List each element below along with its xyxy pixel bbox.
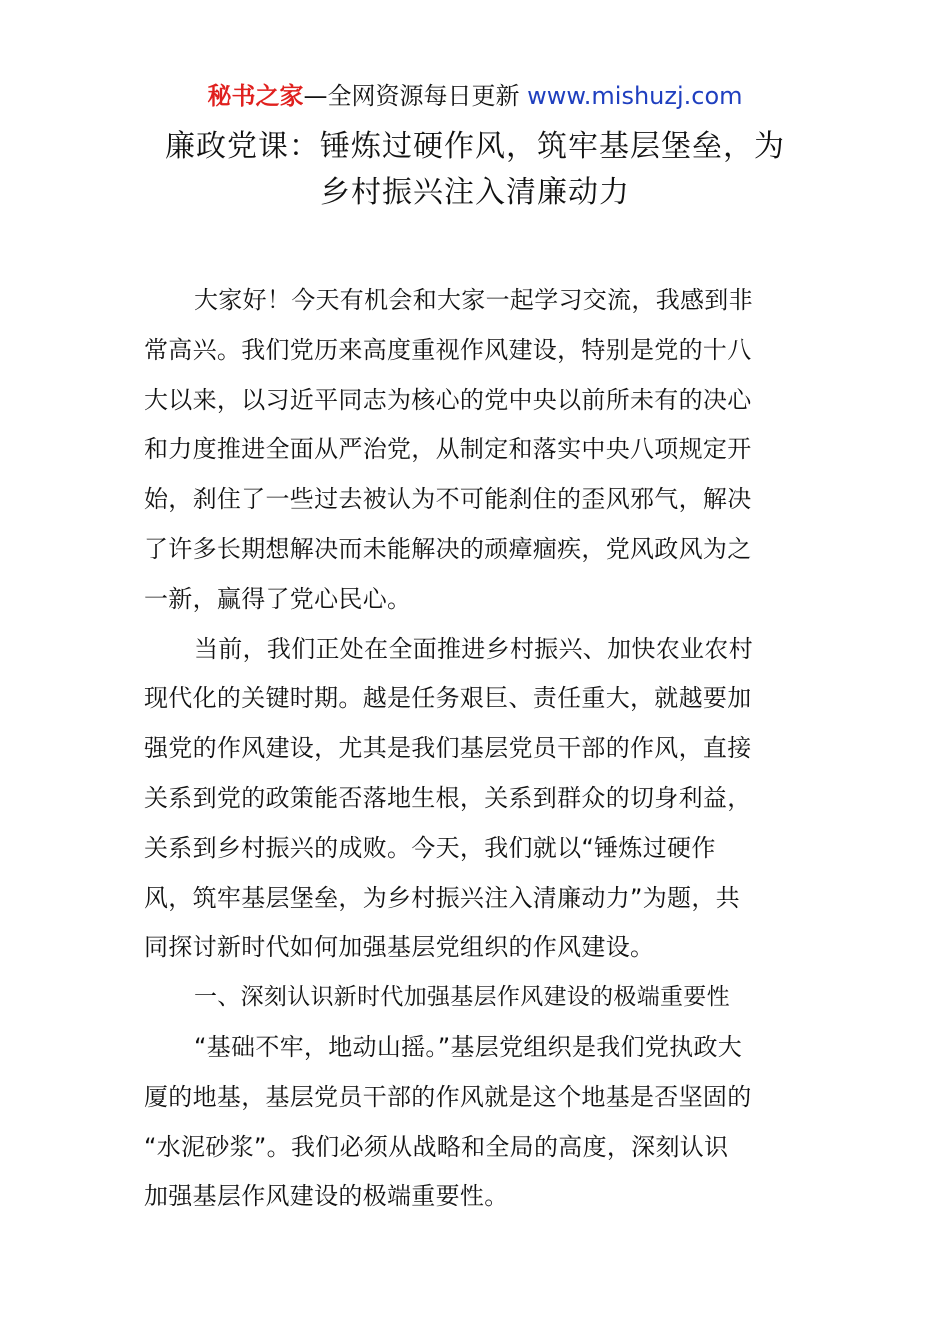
paragraph-line: 常高兴。我们党历来高度重视作风建设，特别是党的十八 (144, 335, 752, 364)
paragraph-line: 厦的地基，基层党员干部的作风就是这个地基是否坚固的 (144, 1082, 752, 1111)
site-header (0, 80, 950, 112)
paragraph-line: “基础不牢，地动山摇。”基层党组织是我们党执政大 (194, 1032, 743, 1061)
paragraph-line: 强党的作风建设，尤其是我们基层党员干部的作风，直接 (144, 734, 752, 763)
paragraph-line: 当前，我们正处在全面推进乡村振兴、加快农业农村 (194, 634, 753, 663)
paragraph-line: 关系到乡村振兴的成败。今天，我们就以“锤炼过硬作 (144, 833, 716, 862)
section-heading: 一、深刻认识新时代加强基层作风建设的极端重要性 (194, 984, 730, 1011)
paragraph-line: 大家好！今天有机会和大家一起学习交流，我感到非 (194, 286, 753, 314)
paragraph-line: 和力度推进全面从严治党，从制定和落实中央八项规定开 (144, 435, 752, 464)
paragraph-line: 一新，赢得了党心民心。 (144, 584, 412, 613)
title-line-1: 廉政党课：锤炼过硬作风，筑牢基层堡垒，为 (165, 129, 785, 164)
document-title (130, 124, 820, 216)
paragraph-line: 大以来，以习近平同志为核心的党中央以前所未有的决心 (144, 385, 752, 414)
paragraph-line: 风，筑牢基层堡垒，为乡村振兴注入清廉动力”为题，共 (144, 883, 740, 912)
site-tagline: —全网资源每日更新 (303, 82, 528, 110)
paragraph-line: 关系到党的政策能否落地生根，关系到群众的切身利益， (144, 783, 752, 812)
paragraph-line: 始，刹住了一些过去被认为不可能刹住的歪风邪气，解决 (144, 485, 752, 514)
document-body (144, 276, 809, 1222)
title-line-2: 乡村振兴注入清廉动力 (320, 175, 630, 210)
paragraph-line: 同探讨新时代如何加强基层党组织的作风建设。 (144, 933, 655, 962)
paragraph-line: 了许多长期想解决而未能解决的顽瘴痼疾，党风政风为之 (144, 534, 752, 563)
paragraph-line: “水泥砂浆”。我们必须从战略和全局的高度，深刻认识 (144, 1132, 729, 1161)
site-url-link[interactable]: www.mishuzj.com (527, 82, 743, 110)
brand-name: 秘书之家 (207, 82, 304, 110)
paragraph-line: 加强基层作风建设的极端重要性。 (144, 1182, 509, 1211)
paragraph-line: 现代化的关键时期。越是任务艰巨、责任重大，就越要加 (144, 684, 752, 713)
